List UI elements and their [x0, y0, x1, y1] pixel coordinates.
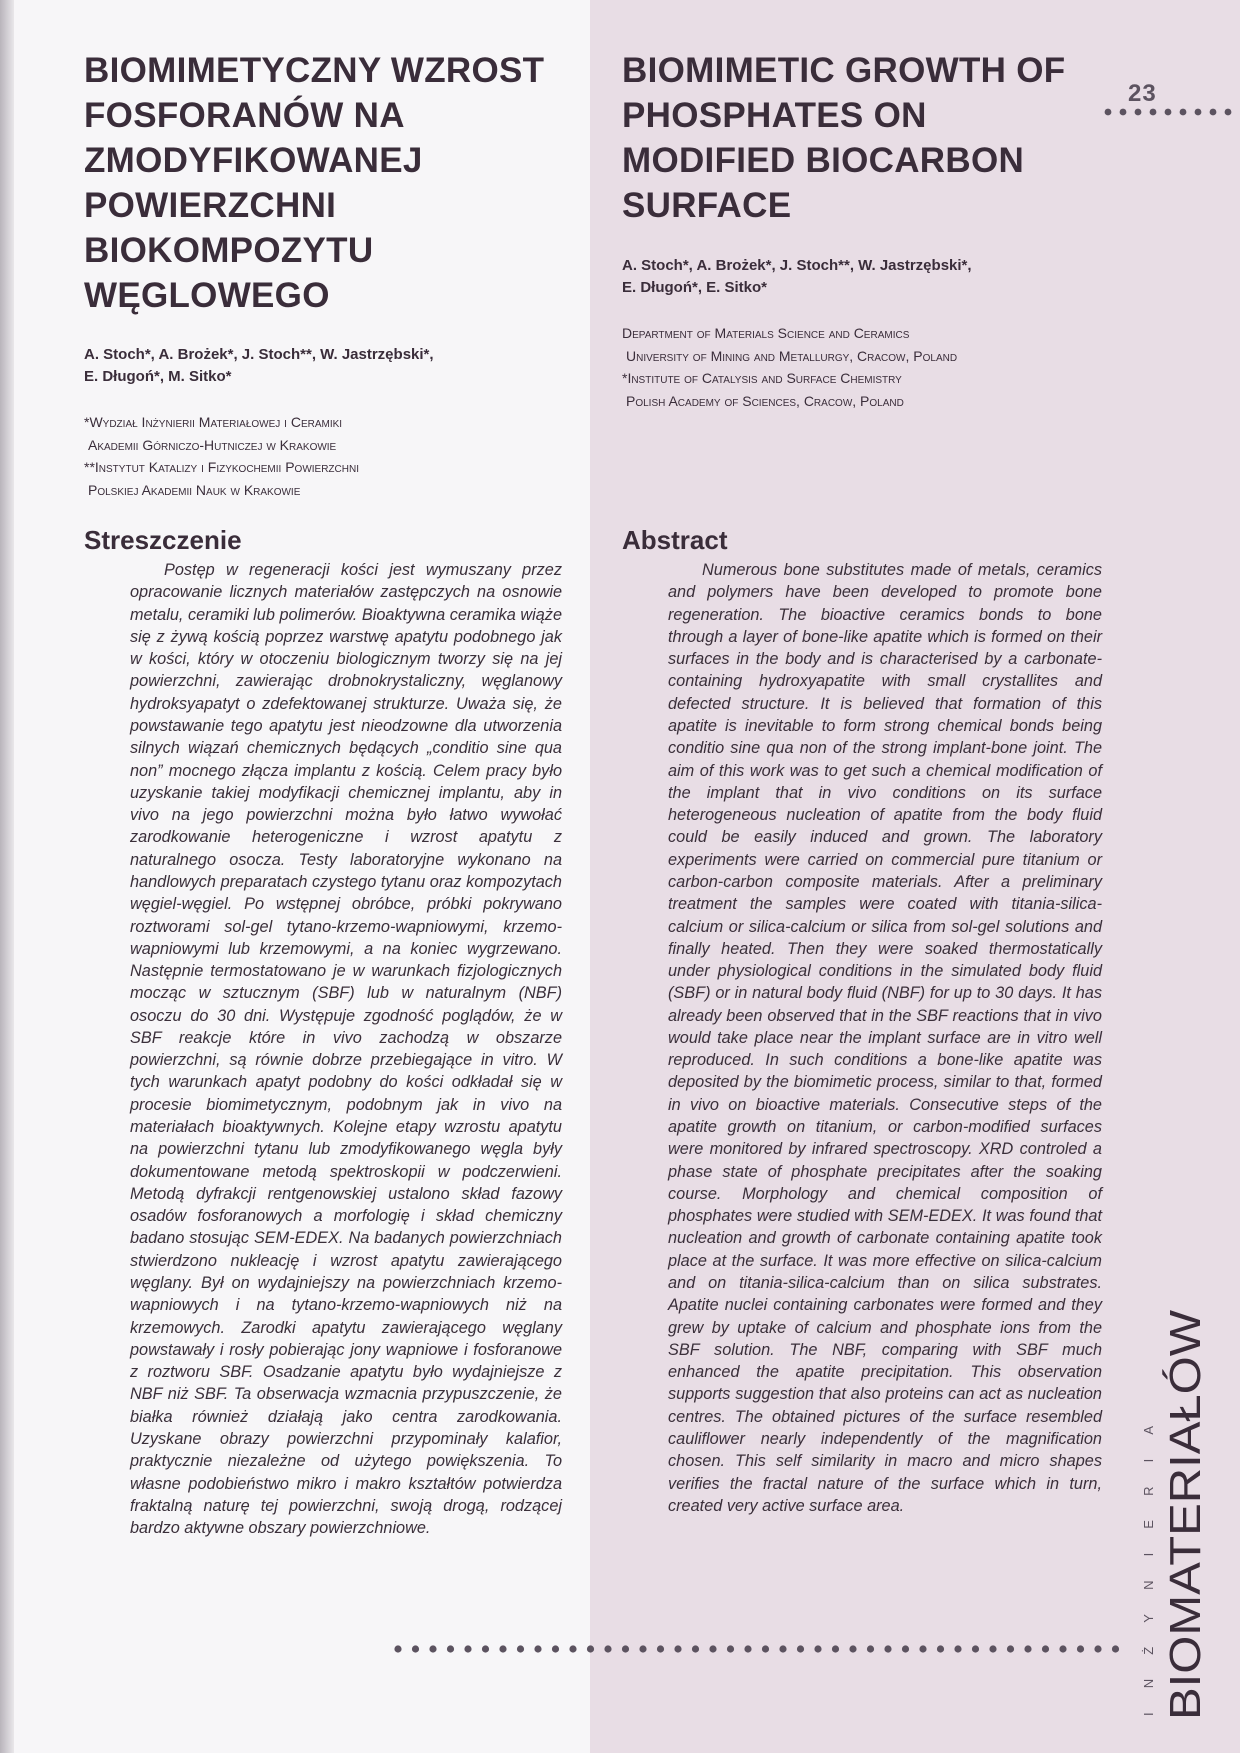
page-number-dots-decoration: [1103, 107, 1233, 117]
page-binding-edge: [0, 0, 14, 1753]
english-affiliation-line: Polish Academy of Sciences, Cracow, Poland: [626, 392, 904, 409]
english-authors: [622, 255, 1102, 299]
logo-top-text: INŻYNIERIA: [1141, 1426, 1156, 1716]
polish-affiliation-line: *Wydział Inżynierii Materiałowej i Ceramiki: [84, 414, 343, 430]
footer-dots-decoration: [392, 1643, 1122, 1655]
english-affiliation-line: Department of Materials Science and Ceramics: [622, 325, 910, 341]
polish-title: BIOMIMETYCZNY WZROST FOSFORANÓW NA ZMODYFIKOWANEJ POWIERZCHNI BIOKOMPOZYTU WĘGLOWEGO: [84, 51, 545, 315]
polish-authors-line-1: A. Stoch*, A. Brożek*, J. Stoch**, W. Jastrzębski*,: [84, 346, 434, 363]
polish-affiliation-line: **Instytut Katalizy i Fizykochemii Powierzchni: [84, 459, 359, 475]
english-section-heading: Abstract: [622, 525, 728, 555]
page-number: 23: [1128, 80, 1157, 107]
polish-section-heading: Streszczenie: [84, 525, 242, 555]
journal-logo: [1140, 1305, 1220, 1725]
polish-affiliation-line: Polskiej Akademii Nauk w Krakowie: [88, 481, 301, 498]
english-abstract-text: Numerous bone substitutes made of metals, ceramics and polymers have been developed to promote bone regeneration. The bioactive ceramics bonds to bone through a layer of bone-like apatite which is formed on their surfaces in the body and is characterised by a carbonate-containing hydroxyapatite with small crystallites and defected structure. It is believed that formation of this apatite is inevitable to form strong chemical bonds being conditio sine qua non of the strong implant-bone joint. The aim of this work was to get such a chemical modification of the implant that in vivo conditions on its surface heterogeneous nucleation of apatite from the body fluid could be easily induced and grown. The laboratory experiments were carried on commercial pure titanium or carbon-carbon composite materials. After a preliminary treatment the samples were coated with titania-silica-calcium or silica-calcium or silica from sol-gel solutions and finally heated. Then they were soaked thermostatically under physiological conditions in the simulated body fluid (SBF) or in natural body fluid (NBF) for up to 30 days. It has already been observed that in the SBF reactions that in vivo would take place near the implant surface are in vitro well reproduced. In such conditions a bone-like apatite was deposited by the biomimetic process, similar to that, formed in vivo on bioactive materials. Consecutive steps of the apatite growth on titanium, or carbon-modified surfaces were monitored by infrared spectroscopy. XRD controled a phase state of phosphate precipitates after the soaking course. Morphology and chemical composition of phosphates were studied with SEM-EDEX. It was found that nucleation and growth of carbonate containing apatite took place at the surface. It was more effective on silica-calcium and on titania-silica-calcium than on silica substrates. Apatite nuclei containing carbonates were formed and they grew by uptake of calcium and phosphate ions from the SBF solution. The NBF, comparing with SBF much enhanced the apatite precipitation. This observation supports suggestion that also proteins can act as nucleation centres. The obtained pictures of the surface resembled cauliflower nearly independently of the magnification chosen. This self similarity in macro and micro shapes verifies the fractal nature of the surface which in turn, created very active surface area.: [668, 561, 1102, 1515]
english-affiliation-line: University of Mining and Metallurgy, Cracow, Poland: [626, 347, 958, 364]
english-title: BIOMIMETIC GROWTH OF PHOSPHATES ON MODIFIED BIOCARBON SURFACE: [622, 51, 1066, 225]
english-authors-line-2: E. Długoń*, E. Sitko*: [622, 279, 768, 296]
english-authors-line-1: A. Stoch*, A. Brożek*, J. Stoch**, W. Jastrzębski*,: [622, 257, 972, 274]
polish-authors-line-2: E. Długoń*, M. Sitko*: [84, 368, 232, 385]
english-affiliations: [622, 322, 1142, 412]
logo-main-text: BIOMATERIAŁÓW: [1161, 1351, 1210, 1720]
polish-abstract-text: Postęp w regeneracji kości jest wymuszany przez opracowanie licznych materiałów zastępczych na osnowie metalu, ceramiki lub polimerów. Bioaktywna ceramika wiąże się z żywą kością poprzez warstwę apatytu podobnego jak w kości, który w otoczeniu biologicznym tworzy się na jej powierzchni, zawierając drobnokrystaliczny, węglanowy hydroksyapatyt o zdefektowanej strukturze. Uważa się, że powstawanie tego apatytu jest nieodzowne dla utworzenia silnych wiązań chemicznych będących „conditio sine qua non” mocnego złącza implantu z kością. Celem pracy było uzyskanie takiej modyfikacji chemicznej implantu, aby in vivo na jego powierzchni można było łatwo wywołać zarodkowanie heterogeniczne i wzrost apatytu z naturalnego osocza. Testy laboratoryjne wykonano na handlowych preparatach czystego tytanu oraz kompozytach węgiel-węgiel. Po wstępnej obróbce, próbki pokrywano roztworami sol-gel tytano-krzemo-wapniowymi, krzemo-wapniowymi lub krzemowymi, a na koniec wygrzewano. Następnie termostatowano je w warunkach fizjologicznych mocząc w sztucznym (SBF) lub w naturalnym (NBF) osoczu do 30 dni. Występuje zgodność poglądów, że w SBF reakcje które in vivo zachodzą w obszarze powierzchni, są równie dobrze przebiegające in vitro. W tych warunkach apatyt podobny do kości odkładał się w procesie biomimetycznym, podobnym jak in vivo na materiałach bioaktywnych. Kolejne etapy wzrostu apatytu na powierzchni tytanu lub zmodyfikowanego węgla były dokumentowane metodą spektroskopii w podczerwieni. Metodą dyfrakcji rentgenowskiej ustalono skład fazowy osadów fosforanowych a morfologię i skład chemiczny badano stosując SEM-EDEX. Na badanych powierzchniach stwierdzono nukleację i wzrost apatytu zawierającego węglany. Był on wydajniejszy na powierzchniach krzemo-wapniowych i na tytano-krzemo-wapniowych niż na krzemowych. Zarodki apatytu zawierającego węglany powstawały i rosły pobierając jony wapniowe i fosforanowe z roztworu SBF. Osadzanie apatytu było wydajniejsze z NBF niż SBF. Ta obserwacja wzmacnia przypuszczenie, że białka również działają jako centra zarodkowania. Uzyskane obrazy powierzchni przypominały kalafior, praktycznie niezależne od użytego powiększenia. To własne podobieństwo mikro i makro kształtów potwierdza fraktalną naturę tej powierzchni, swoją drogą, rodzącej bardzo aktywne obszary powierzchniowe.: [130, 561, 562, 1538]
english-affiliation-line: *Institute of Catalysis and Surface Chemistry: [622, 370, 902, 386]
polish-authors: [84, 344, 564, 388]
polish-affiliations: [84, 411, 564, 501]
polish-affiliation-line: Akademii Górniczo-Hutniczej w Krakowie: [88, 436, 337, 453]
